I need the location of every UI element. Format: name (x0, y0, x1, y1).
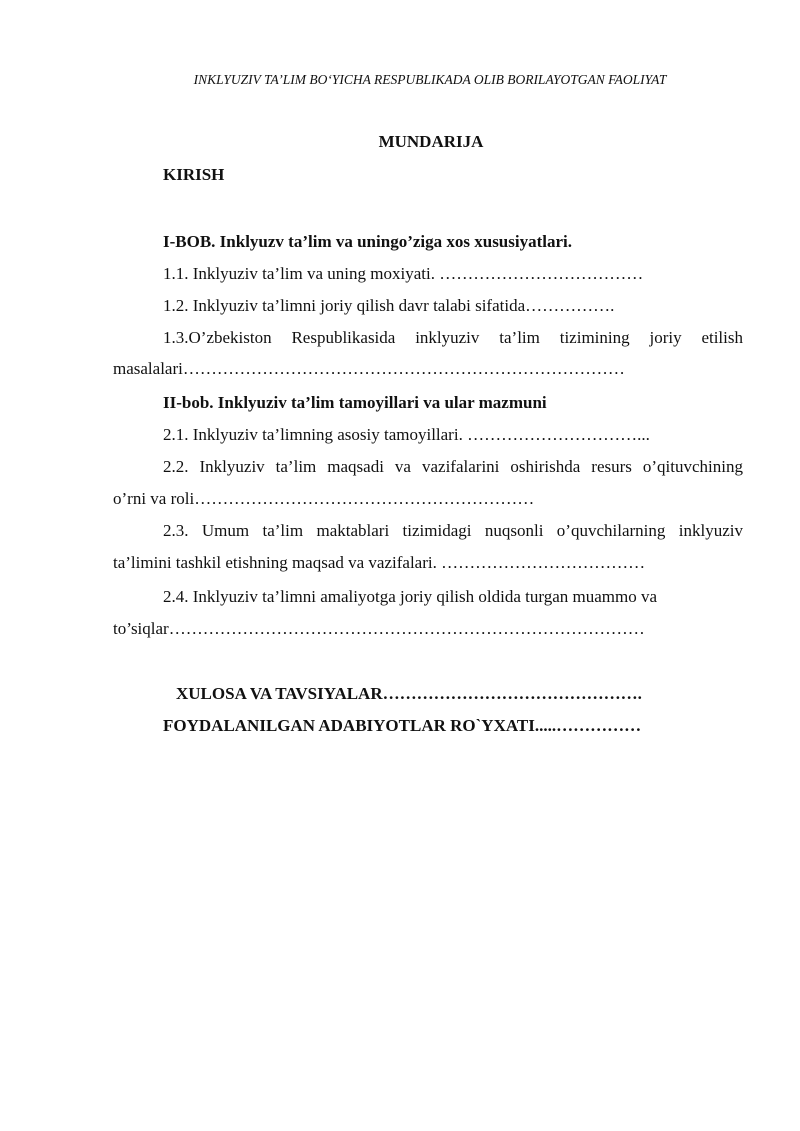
toc-chapter-1-title: I-BOB. Inklyuzv ta’lim va uningo’ziga xos xususiyatlari. (163, 232, 573, 251)
toc-entry-2-2-line2: o’rni va roli…………………………………………………… (113, 489, 535, 508)
toc-entry-2-3-line2: ta’limini tashkil etishning maqsad va vazifalari. ……………………………… (113, 553, 646, 572)
toc-entry-1-2: 1.2. Inklyuziv ta’limni joriy qilish davr talabi sifatida……………. (163, 296, 615, 315)
running-header: INKLYUZIV TA’LIM BO‘YICHA RESPUBLIKADA OLIB BORILAYOTGAN FAOLIYAT (193, 72, 667, 87)
toc-entry-1-3-line1: 1.3.O’zbekiston Respublikasida inklyuziv ta’lim tizimining joriy etilish (163, 328, 743, 347)
toc-entry-references: FOYDALANILGAN ADABIYOTLAR RO`YXATI.....…………… (163, 716, 642, 735)
toc-entry-2-4-line2: to’siqlar………………………………………………………………………… (113, 619, 645, 638)
toc-entry-2-4-line1: 2.4. Inklyuziv ta’limni amaliyotga joriy qilish oldida turgan muammo va (163, 587, 658, 606)
toc-entry-intro: KIRISH (163, 165, 225, 184)
toc-title: MUNDARIJA (378, 132, 484, 151)
toc-entry-conclusion: XULOSA VA TAVSIYALAR………………………………………. (176, 684, 642, 703)
toc-entry-1-1: 1.1. Inklyuziv ta’lim va uning moxiyati. ……………………………… (163, 264, 644, 283)
toc-entry-2-1: 2.1. Inklyuziv ta’limning asosiy tamoyillari. …………………………... (163, 425, 650, 444)
toc-chapter-2-title: II-bob. Inklyuziv ta’lim tamoyillari va ular mazmuni (163, 393, 547, 412)
toc-entry-1-3-line2: masalalari…………………………………………………………………… (113, 359, 625, 378)
toc-entry-2-3-line1: 2.3. Umum ta’lim maktablari tizimidagi nuqsonli o’quvchilarning inklyuziv (163, 521, 743, 540)
toc-entry-2-2-line1: 2.2. Inklyuziv ta’lim maqsadi va vazifalarini oshirishda resurs o’qituvchining (163, 457, 743, 476)
